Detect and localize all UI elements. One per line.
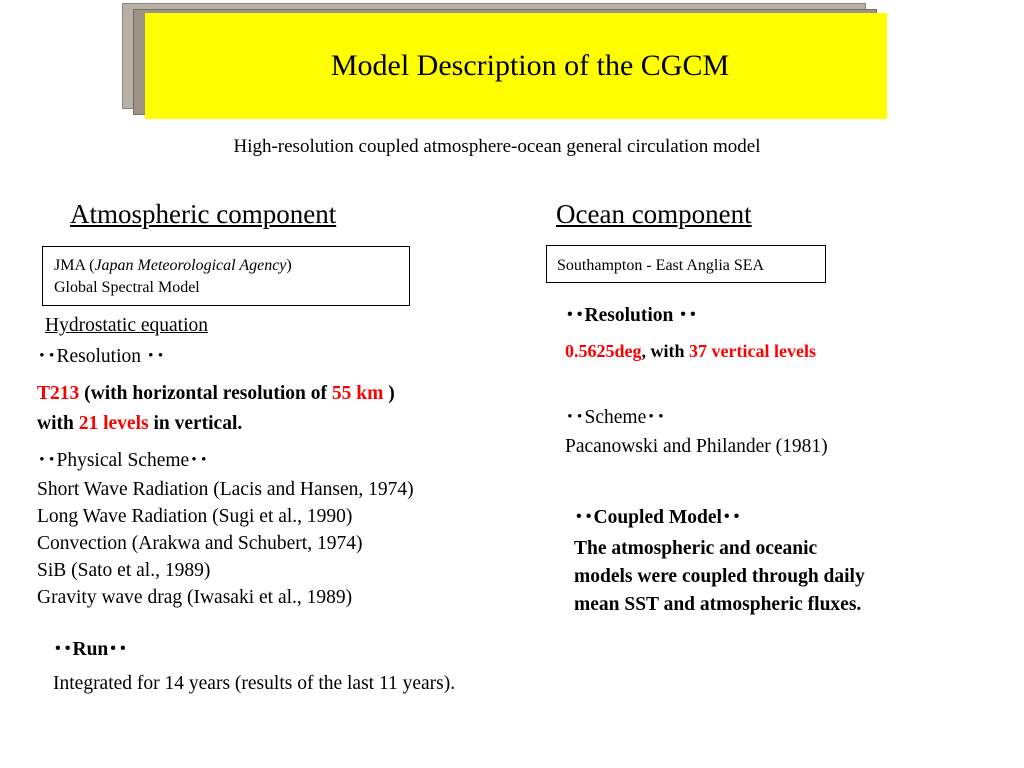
list-item: Gravity wave drag (Iwasaki et al., 1989) xyxy=(37,587,353,608)
atmospheric-heading: Atmospheric component xyxy=(70,199,337,229)
coupled-line: mean SST and atmospheric fluxes. xyxy=(574,594,862,615)
hydrostatic-equation: Hydrostatic equation xyxy=(45,315,208,336)
atmospheric-resolution-heading: ･･Resolution ･･ xyxy=(37,346,166,367)
run-text: Integrated for 14 years (results of the last 11 years). xyxy=(53,673,456,694)
coupled-model-text xyxy=(574,535,865,619)
res-21-levels: 21 levels xyxy=(78,413,149,434)
ocean-scheme-heading: ･･Scheme･･ xyxy=(565,407,666,428)
res-55km: 55 km xyxy=(331,383,384,404)
atmospheric-box-line2: Global Spectral Model xyxy=(54,279,200,296)
atmospheric-resolution-line1: T213 (with horizontal resolution of 55 km ) xyxy=(37,383,395,404)
ocean-resolution-line: 0.5625deg, with 37 vertical levels xyxy=(565,341,816,361)
res-t213: T213 xyxy=(37,383,80,404)
page-title: Model Description of the CGCM xyxy=(330,49,730,82)
list-item: Convection (Arakwa and Schubert, 1974) xyxy=(37,533,363,554)
coupled-line: The atmospheric and oceanic xyxy=(574,538,818,559)
coupled-line: models were coupled through daily xyxy=(574,566,865,587)
subtitle: High-resolution coupled atmosphere-ocean general circulation model xyxy=(233,136,761,157)
physical-scheme-list xyxy=(37,476,414,611)
agency-name: Japan Meteorological Agency xyxy=(94,257,287,274)
run-heading: ･･Run･･ xyxy=(53,639,128,660)
res-37-levels: 37 vertical levels xyxy=(689,341,816,361)
list-item: Long Wave Radiation (Sugi et al., 1990) xyxy=(37,506,353,527)
list-item: SiB (Sato et al., 1989) xyxy=(37,560,211,581)
ocean-heading: Ocean component xyxy=(556,199,752,229)
ocean-scheme-text: Pacanowski and Philander (1981) xyxy=(565,436,828,457)
atmospheric-resolution-line2: with 21 levels in vertical. xyxy=(37,413,243,434)
physical-scheme-heading: ･･Physical Scheme･･ xyxy=(37,450,209,471)
coupled-model-heading: ･･Coupled Model･･ xyxy=(574,507,742,528)
ocean-model-box xyxy=(546,245,826,283)
ocean-box-text: Southampton - East Anglia SEA xyxy=(557,257,765,274)
list-item: Short Wave Radiation (Lacis and Hansen, 1974) xyxy=(37,479,414,500)
ocean-resolution-heading: ･･Resolution ･･ xyxy=(565,305,698,326)
atmospheric-model-box xyxy=(42,246,410,306)
res-deg: 0.5625deg xyxy=(565,341,642,361)
atmospheric-box-line1: JMA (Japan Meteorological Agency) xyxy=(54,257,292,274)
